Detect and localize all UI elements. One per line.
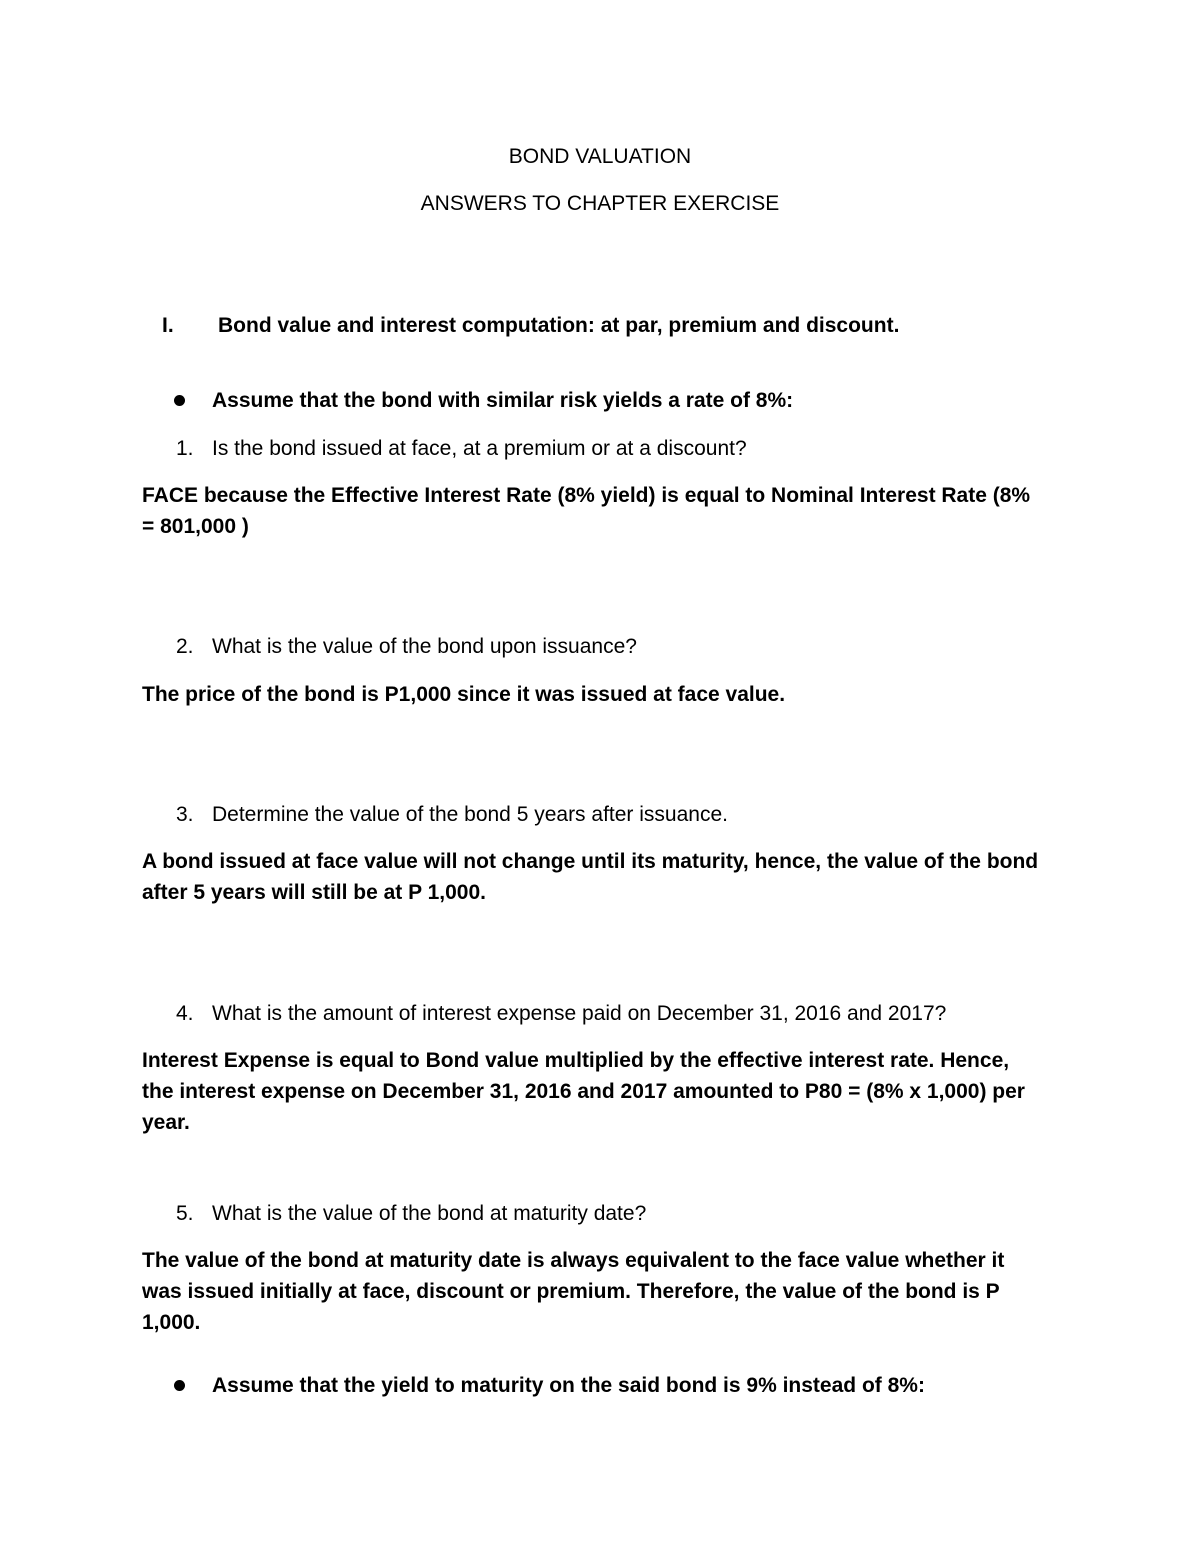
section-numeral: I. bbox=[162, 314, 174, 337]
bullet-assumption-2: Assume that the yield to maturity on the said bond is 9% instead of 8%: bbox=[212, 1374, 925, 1397]
bullet-marker bbox=[174, 395, 185, 406]
question-3: Determine the value of the bond 5 years after issuance. bbox=[212, 803, 728, 826]
bullet-assumption-1: Assume that the bond with similar risk yields a rate of 8%: bbox=[212, 389, 794, 412]
question-number-4: 4. bbox=[176, 1002, 194, 1025]
question-4: What is the amount of interest expense paid on December 31, 2016 and 2017? bbox=[212, 1002, 947, 1025]
bullet-marker bbox=[174, 1380, 185, 1391]
section-heading: Bond value and interest computation: at par, premium and discount. bbox=[218, 314, 900, 337]
answer-1: FACE because the Effective Interest Rate (8% yield) is equal to Nominal Interest Rate (8% = 801,000 ) bbox=[142, 484, 1031, 538]
document-title: BOND VALUATION bbox=[508, 145, 692, 168]
question-2: What is the value of the bond upon issuance? bbox=[212, 635, 637, 658]
answer-5: The value of the bond at maturity date is always equivalent to the face value whether it was issued initially at face, discount or premium. Therefore, the value of the bond is P 1,000. bbox=[142, 1249, 1005, 1334]
question-number-5: 5. bbox=[176, 1202, 194, 1225]
question-number-2: 2. bbox=[176, 635, 194, 658]
answer-2: The price of the bond is P1,000 since it was issued at face value. bbox=[142, 683, 786, 706]
question-number-3: 3. bbox=[176, 803, 194, 826]
question-number-1: 1. bbox=[176, 437, 194, 460]
answer-3: A bond issued at face value will not change until its maturity, hence, the value of the bond after 5 years will still be at P 1,000. bbox=[142, 850, 1039, 904]
question-1: Is the bond issued at face, at a premium or at a discount? bbox=[212, 437, 747, 460]
answer-4: Interest Expense is equal to Bond value multiplied by the effective interest rate. Hence, the interest expense on December 31, 2016 and 2017 amounted to P80 = (8% x 1,000) per year. bbox=[142, 1049, 1025, 1134]
question-5: What is the value of the bond at maturity date? bbox=[212, 1202, 647, 1225]
document-subtitle: ANSWERS TO CHAPTER EXERCISE bbox=[420, 192, 780, 215]
